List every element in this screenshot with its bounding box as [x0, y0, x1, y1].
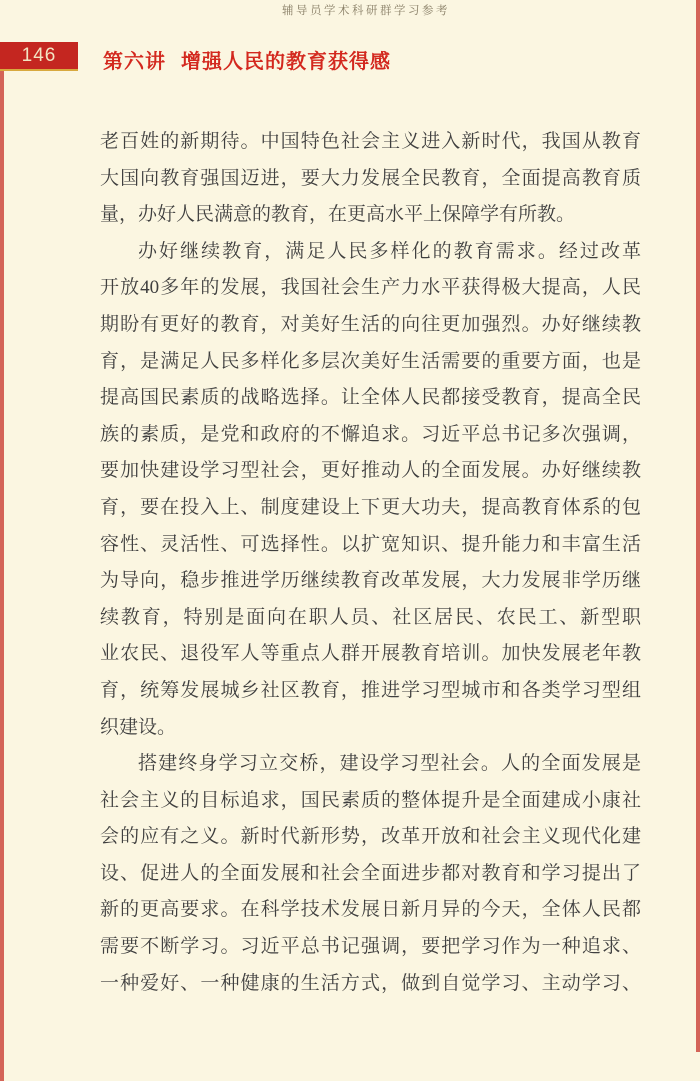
body-line: 新的更高要求。在科学技术发展日新月异的今天，全体人民都: [100, 899, 641, 921]
body-line: 社会主义的目标追求，国民素质的整体提升是全面建成小康社: [100, 789, 641, 811]
page-number: 146: [21, 45, 57, 66]
body-line: 育，统筹发展城乡社区教育，推进学习型城市和各类学习型组: [100, 679, 641, 701]
page-edge-line-left: [0, 57, 4, 1081]
body-line: 大国向教育强国迈进，要大力发展全民教育，全面提高教育质: [100, 167, 641, 189]
body-line: 需要不断学习。习近平总书记强调，要把学习作为一种追求、: [100, 936, 641, 958]
body-line: 族的素质，是党和政府的不懈追求。习近平总书记多次强调，: [100, 423, 641, 445]
body-line: 提高国民素质的战略选择。让全体人民都接受教育，提高全民: [100, 387, 641, 409]
body-text: [100, 124, 641, 1002]
body-line: 会的应有之义。新时代新形势，改革开放和社会主义现代化建: [100, 826, 641, 848]
body-line: 办好继续教育，满足人民多样化的教育需求。经过改革: [138, 240, 641, 262]
running-header: 辅导员学术科研群学习参考: [282, 5, 450, 17]
body-line: 业农民、退役军人等重点人群开展教育培训。加快发展老年教: [100, 643, 641, 665]
body-line: 量，办好人民满意的教育，在更高水平上保障学有所教。: [100, 204, 576, 226]
body-line: 续教育，特别是面向在职人员、社区居民、农民工、新型职: [100, 606, 641, 628]
body-line: 育，是满足人民多样化多层次美好生活需要的重要方面，也是: [100, 350, 641, 372]
chapter-title-text: 增强人民的教育获得感: [181, 51, 391, 73]
page-edge-line-right: [696, 0, 700, 1052]
body-line: 开放40多年的发展，我国社会生产力水平获得极大提高，人民: [100, 277, 641, 299]
chapter-heading: [103, 45, 391, 74]
body-line: 织建设。: [100, 716, 177, 738]
body-line: 设、促进人的全面发展和社会全面进步都对教育和学习提出了: [100, 862, 641, 884]
body-line: 一种爱好、一种健康的生活方式，做到自觉学习、主动学习、: [100, 972, 641, 994]
body-line: 老百姓的新期待。中国特色社会主义进入新时代，我国从教育: [100, 131, 641, 152]
page-number-box: [0, 42, 78, 71]
body-line: 搭建终身学习立交桥，建设学习型社会。人的全面发展是: [138, 753, 641, 775]
body-line: 为导向，稳步推进学历继续教育改革发展，大力发展非学历继: [100, 570, 641, 592]
body-line: 要加快建设学习型社会，更好推动人的全面发展。办好继续教: [100, 460, 641, 482]
body-line: 育，要在投入上、制度建设上下更大功夫，提高教育体系的包: [100, 496, 641, 518]
body-line: 期盼有更好的教育，对美好生活的向往更加强烈。办好继续教: [100, 313, 641, 335]
body-line: 容性、灵活性、可选择性。以扩宽知识、提升能力和丰富生活: [100, 533, 641, 555]
chapter-label: 第六讲: [103, 51, 166, 73]
